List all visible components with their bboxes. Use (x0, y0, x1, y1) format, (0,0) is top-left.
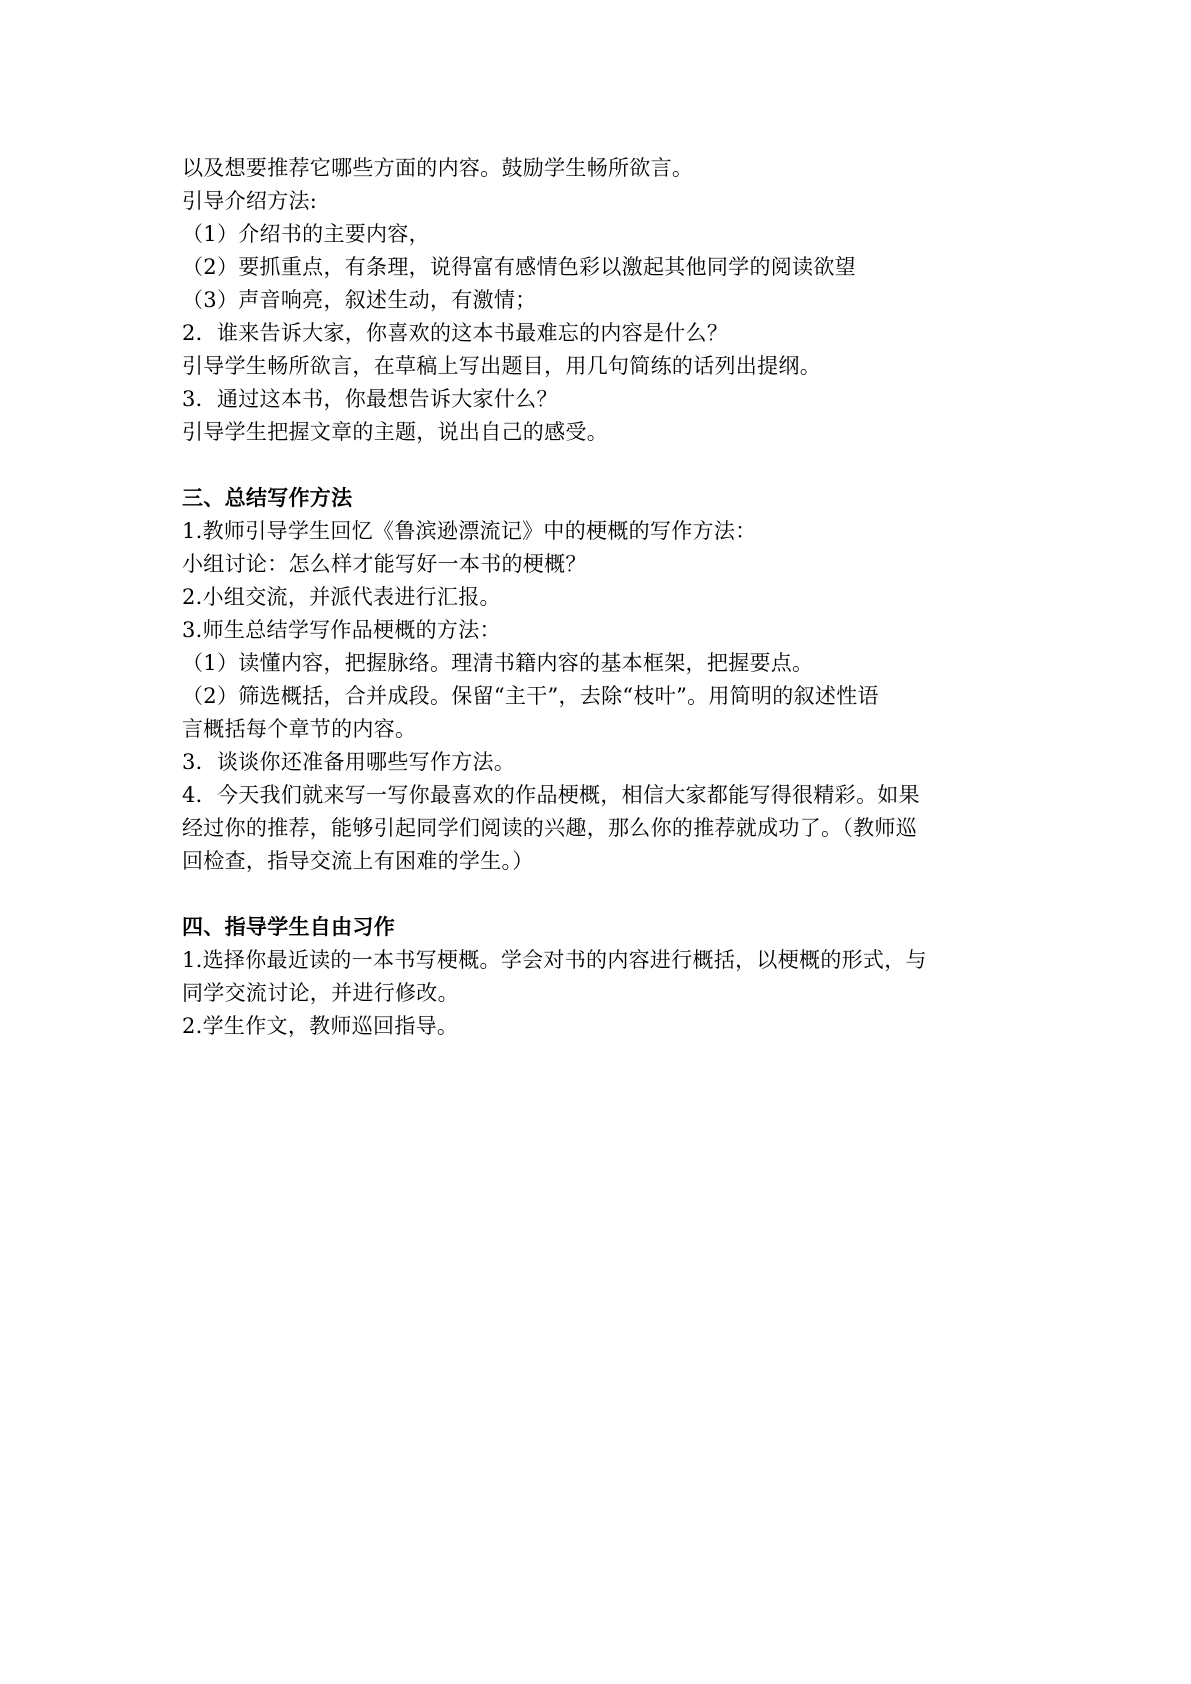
text-line: （3）声音响亮，叙述生动，有激情； (182, 288, 537, 312)
text-line: 2.学生作文，教师巡回指导。 (182, 1014, 459, 1038)
text-line: 3．通过这本书，你最想告诉大家什么？ (182, 387, 558, 411)
text-line: （2）要抓重点，有条理，说得富有感情色彩以激起其他同学的阅读欲望 (182, 255, 856, 279)
text-line: 引导学生畅所欲言，在草稿上写出题目，用几句简练的话列出提纲。 (182, 354, 821, 378)
text-line: 小组讨论：怎么样才能写好一本书的梗概？ (182, 552, 587, 576)
text-line: 3.师生总结学写作品梗概的方法： (182, 618, 501, 642)
document-body (182, 152, 1022, 1043)
text-line: （1）读懂内容，把握脉络。理清书籍内容的基本框架，把握要点。 (182, 651, 814, 675)
text-line: 4．今天我们就来写一写你最喜欢的作品梗概，相信大家都能写得很精彩。如果 (182, 783, 920, 807)
text-line: 经过你的推荐，能够引起同学们阅读的兴趣，那么你的推荐就成功了。（教师巡 (182, 816, 917, 840)
section-heading: 四、指导学生自由习作 (182, 915, 395, 939)
text-line: 1.教师引导学生回忆《鲁滨逊漂流记》中的梗概的写作方法： (182, 519, 757, 543)
text-line: 3．谈谈你还准备用哪些写作方法。 (182, 750, 516, 774)
blank-line (182, 449, 1022, 482)
text-line: （2）筛选概括，合并成段。保留“主干”，去除“枝叶”。用简明的叙述性语 (182, 684, 879, 708)
text-line: 同学交流讨论，并进行修改。 (182, 981, 459, 1005)
text-line: 引导学生把握文章的主题，说出自己的感受。 (182, 420, 608, 444)
text-line: 以及想要推荐它哪些方面的内容。鼓励学生畅所欲言。 (182, 156, 694, 180)
text-line: 2.小组交流，并派代表进行汇报。 (182, 585, 501, 609)
text-line: 回检查，指导交流上有困难的学生。） (182, 849, 534, 873)
text-line: 2．谁来告诉大家，你喜欢的这本书最难忘的内容是什么？ (182, 321, 729, 345)
text-line: 言概括每个章节的内容。 (182, 717, 417, 741)
section-heading: 三、总结写作方法 (182, 486, 353, 510)
text-line: 引导介绍方法: (182, 189, 318, 213)
blank-line (182, 878, 1022, 911)
text-line: 1.选择你最近读的一本书写梗概。学会对书的内容进行概括，以梗概的形式，与 (182, 948, 927, 972)
text-line: （1）介绍书的主要内容， (182, 222, 430, 246)
